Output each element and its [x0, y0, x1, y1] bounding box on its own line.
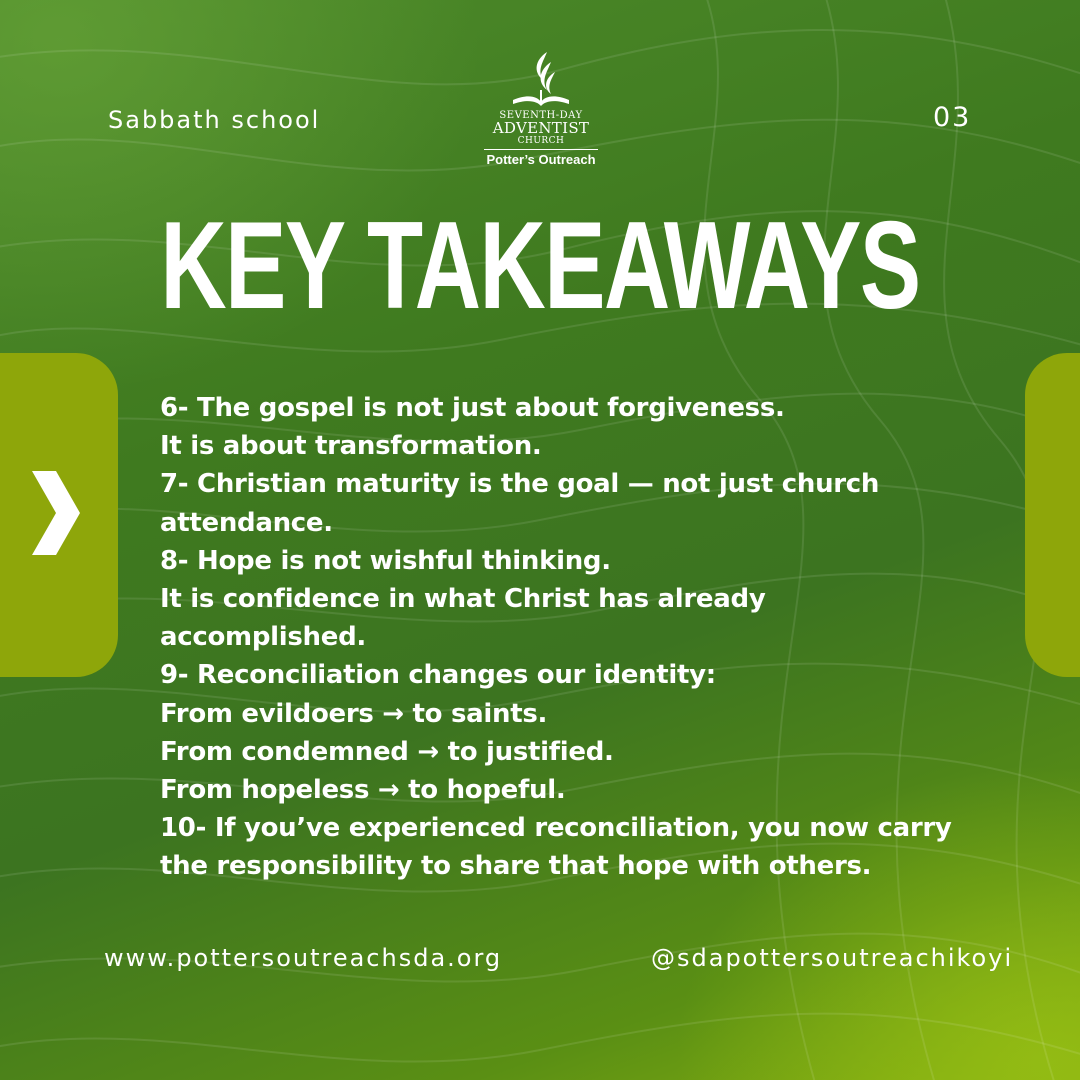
takeaway-line: It is about transformation. [160, 431, 542, 462]
logo-divider [484, 149, 598, 150]
takeaway-line: 6- The gospel is not just about forgiveness. [160, 393, 785, 423]
takeaway-line: 9- Reconciliation changes our identity: [160, 660, 716, 691]
logo-line-1: SEVENTH-DAY [499, 110, 583, 121]
headline: KEY TAKEAWAYS [160, 197, 920, 335]
takeaway-line: From condemned → to justified. [160, 736, 614, 767]
takeaway-line: 7- Christian maturity is the goal — not just church [160, 469, 880, 500]
section-label: Sabbath school [108, 106, 321, 134]
social-handle[interactable]: @sdapottersoutreachikoyi [651, 944, 1014, 972]
takeaway-line: It is confidence in what Christ has already [160, 584, 766, 615]
takeaway-line: From evildoers → to saints. [160, 698, 548, 729]
takeaway-line: accomplished. [160, 622, 366, 653]
takeaway-line: From hopeless → to hopeful. [160, 775, 566, 806]
church-logo [478, 50, 604, 180]
takeaway-line: attendance. [160, 507, 333, 538]
takeaways-text [160, 389, 1060, 886]
page-number: 03 [933, 102, 972, 133]
previous-tab[interactable] [0, 353, 118, 677]
takeaway-line: 10- If you’ve experienced reconciliation, you now carry [160, 813, 952, 844]
logo-line-3: CHURCH [517, 136, 565, 146]
chevron-right-icon [26, 463, 86, 563]
logo-line-2: ADVENTIST [492, 119, 590, 137]
logo-line-4: Potter’s Outreach [486, 152, 596, 167]
website-link[interactable]: www.pottersoutreachsda.org [104, 944, 503, 972]
takeaway-line: the responsibility to share that hope with others. [160, 851, 872, 882]
takeaway-line: 8- Hope is not wishful thinking. [160, 545, 611, 576]
sda-flame-book-icon [507, 50, 575, 108]
